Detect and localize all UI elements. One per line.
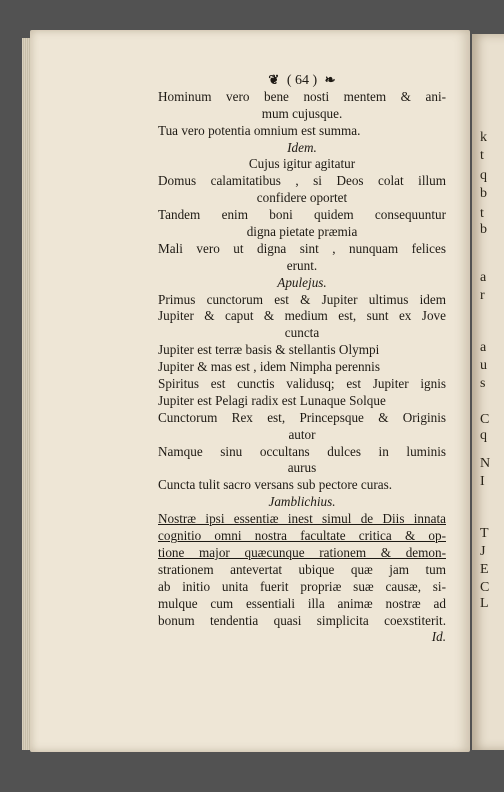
facing-page-fragment: u — [480, 358, 487, 373]
facing-page-fragment: C — [480, 580, 490, 595]
text-line: Domus calamitatibus , si Deos colat illum — [158, 173, 446, 189]
text-line: tione major quæcunque rationem & demon- — [158, 544, 446, 560]
text-line: Idem. — [287, 139, 317, 155]
text-line: strationem antevertat ubique quæ jam tum — [158, 561, 446, 577]
facing-page-edge — [472, 34, 504, 750]
text-line: Mali vero ut digna sint , nunquam felices — [158, 240, 446, 256]
page-number: ( 64 ) — [286, 73, 318, 88]
ornament-left-icon: ❦ — [268, 72, 280, 87]
facing-page-fragment: I — [480, 474, 485, 489]
catchword-line — [158, 629, 446, 646]
ornament-right-icon: ❧ — [324, 72, 336, 87]
facing-page-fragment: t — [480, 148, 484, 163]
facing-page-fragment: a — [480, 270, 487, 285]
text-line: bonum tendentia quasi simplicita coexstiterit. — [158, 612, 446, 628]
text-line: Spiritus est cunctis validusq; est Jupiter ignis — [158, 376, 446, 392]
facing-page-fragment: L — [480, 596, 489, 611]
text-lines — [158, 89, 446, 630]
facing-page-fragment: r — [480, 288, 485, 303]
text-line: Cunctorum Rex est, Princepsque & Originis — [158, 409, 446, 425]
text-line: mum cujusque. — [261, 105, 343, 121]
text-line: Nostræ ipsi essentiæ inest simul de Diis innata — [158, 511, 446, 527]
text-line: Cuncta tulit sacro versans sub pectore curas. — [158, 477, 393, 493]
facing-page-fragment: b — [480, 222, 487, 237]
facing-page-fragment: t — [480, 206, 484, 221]
text-line: Tua vero potentia omnium est summa. — [158, 122, 361, 138]
facing-page-fragment: k — [480, 130, 487, 145]
facing-page-fragment: s — [480, 376, 486, 391]
text-line: Tandem enim boni quidem consequuntur — [158, 207, 446, 223]
facing-page-fragment: b — [480, 186, 487, 201]
text-line: Jamblichius. — [268, 494, 336, 510]
facing-page-fragment: q — [480, 168, 487, 183]
text-line: digna pietate præmia — [246, 224, 358, 240]
facing-page-fragment: q — [480, 428, 487, 443]
catchword: Id. — [431, 629, 446, 645]
text-line: ab initio unita fuerit propriæ suæ causæ, si- — [158, 578, 446, 594]
facing-page-fragment: C — [480, 412, 490, 427]
facing-page-fragment: T — [480, 526, 489, 541]
page-header — [158, 72, 446, 89]
text-line: Hominum vero bene nosti mentem & ani- — [158, 88, 446, 104]
facing-page-fragment: E — [480, 562, 489, 577]
text-line: Jupiter & caput & medium est, sunt ex Jove — [158, 308, 446, 324]
text-line: autor — [288, 426, 316, 442]
text-line: Primus cunctorum est & Jupiter ultimus idem — [158, 291, 446, 307]
text-line: cuncta — [284, 325, 320, 341]
page-text — [158, 72, 446, 646]
text-line: mulque cum essentiali illa animæ nostræ ad — [158, 595, 446, 611]
text-line: Jupiter & mas est , idem Nimpha perennis — [158, 359, 380, 375]
text-line: cognitio omni nostra facultate critica & op- — [158, 528, 446, 544]
text-line: Namque sinu occultans dulces in luminis — [158, 443, 446, 459]
text-line: erunt. — [286, 257, 318, 273]
text-line: Jupiter est terræ basis & stellantis Olympi — [158, 342, 380, 358]
facing-page-fragment: J — [480, 544, 486, 559]
text-line: Cujus igitur agitatur — [248, 156, 356, 172]
facing-page-fragment: N — [480, 456, 491, 471]
facing-page-fragment: a — [480, 340, 487, 355]
text-line: Jupiter est Pelagi radix est Lunaque Solque — [158, 392, 386, 408]
text-line: aurus — [287, 460, 317, 476]
text-line: confidere oportet — [256, 190, 348, 206]
text-line: Apulejus. — [277, 274, 327, 290]
